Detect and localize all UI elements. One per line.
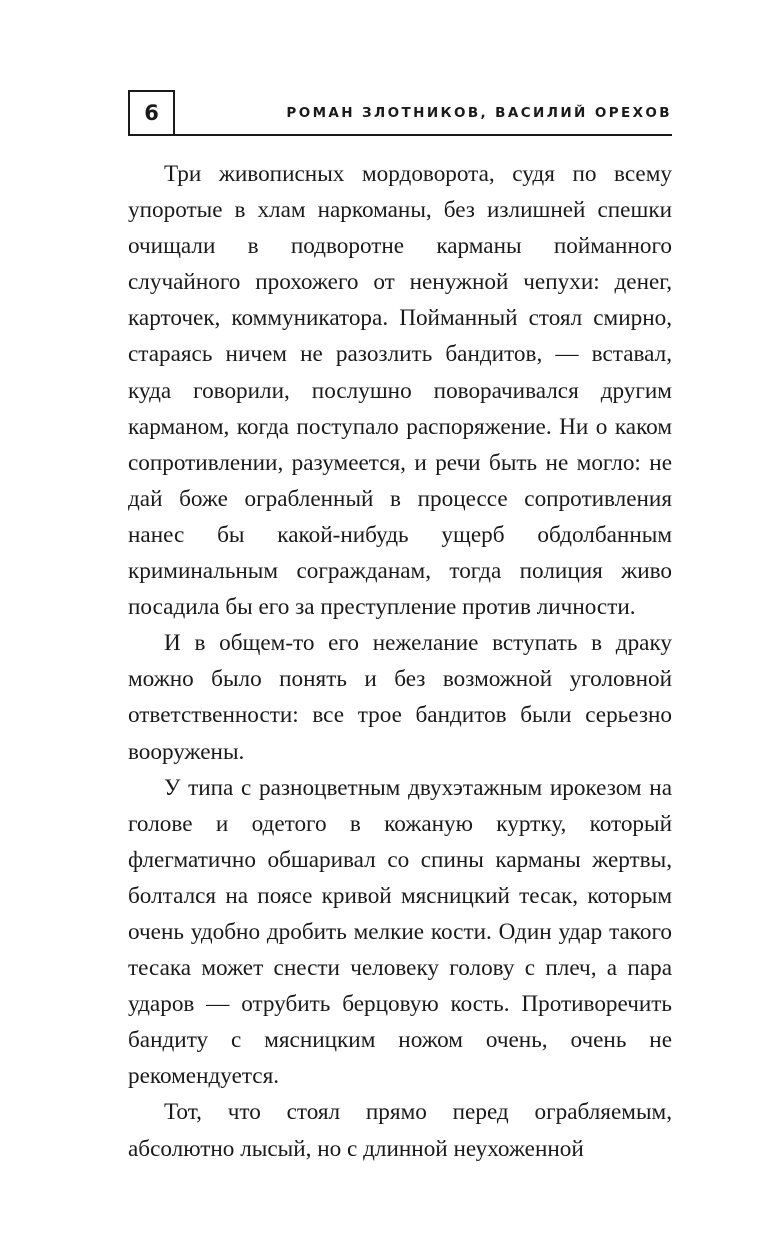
running-head-authors: РОМАН ЗЛОТНИКОВ, ВАСИЛИЙ ОРЕХОВ [286, 105, 672, 121]
paragraph: Три живописных мордоворота, судя по всему упоротые в хлам наркоманы, без излишней спешки очищали в подворотне карманы пойманного случайного прохожего от ненужной чепухи: денег, карточек, коммуникатора. Пойманный стоял смирно, стараясь ничем не разозлить бандитов, — вставал, куда говорили, послушно поворачивался другим карманом, когда поступало распоряжение. Ни о каком сопротивлении, разумеется, и речи быть не могло: не дай боже ограбленный в процессе сопротивления нанес бы какой-нибудь ущерб обдолбанным криминальным согражданам, тогда полиция живо посадила бы его за преступление против личности. [128, 161, 672, 621]
page-number: 6 [144, 100, 159, 125]
paragraph: И в общем-то его нежелание вступать в драку можно было понять и без возможной уголовной ответственности: все трое бандитов были серьезно вооружены. [128, 630, 672, 765]
body-text-column [128, 156, 672, 1167]
page-content-block [128, 90, 672, 1167]
running-header [128, 90, 672, 136]
header-divider-rule [128, 134, 672, 136]
page-number-box [128, 90, 175, 136]
paragraph: Тот, что стоял прямо перед ограбляемым, абсолютно лысый, но с длинной неухоженной [128, 1099, 672, 1162]
paragraph: У типа с разноцветным двухэтажным ирокезом на голове и одетого в кожаную куртку, который флегматично обшаривал со спины карманы жертвы, болтался на поясе кривой мясницкий тесак, которым очень удобно дробить мелкие кости. Один удар такого тесака может снести человеку голову с плеч, а пара ударов — отрубить берцовую кость. Противоречить бандиту с мясницким ножом очень, очень не рекомендуется. [128, 774, 672, 1090]
